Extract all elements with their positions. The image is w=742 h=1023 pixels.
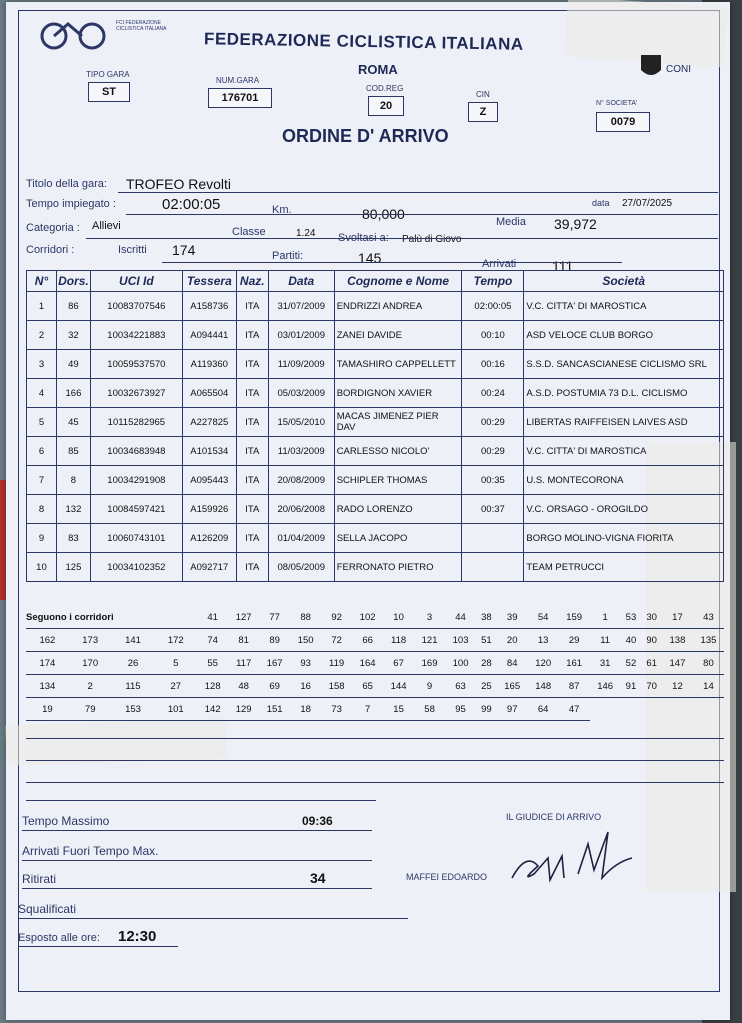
categoria-line [86,238,718,239]
city: ROMA [358,62,398,77]
seguono-dorsale: 153 [112,698,155,721]
seguono-dorsale: 95 [445,698,476,721]
seguono-dorsale: 81 [228,629,259,652]
cell-dorsale: 45 [56,408,90,437]
cell-cognome-nome: BORDIGNON XAVIER [334,379,462,408]
cell-tessera: A094441 [182,321,236,350]
table-row [27,321,724,350]
cell-nazione: ITA [236,466,268,495]
cell-dorsale: 8 [56,466,90,495]
seguono-dorsale: 102 [352,606,383,629]
arrivati-fuori-label: Arrivati Fuori Tempo Max. [22,844,159,858]
seguono-dorsale: 79 [69,698,112,721]
cell-pos: 10 [27,553,57,582]
iscritti-label: Iscritti [118,244,147,256]
cell-cognome-nome: ENDRIZZI ANDREA [334,292,462,321]
cell-pos: 9 [27,524,57,553]
cell-societa: ASD VELOCE CLUB BORGO [524,321,724,350]
seguono-dorsale: 61 [641,652,662,675]
table-row [27,408,724,437]
seguono-dorsale: 144 [383,675,414,698]
col-header-dors: Dors. [56,271,90,292]
seguono-dorsale: 158 [321,675,352,698]
seguono-row [26,652,724,675]
seguono-dorsale: 165 [497,675,528,698]
seguono-row [26,698,724,721]
tempo-line [126,214,718,215]
cell-cognome-nome: ZANEI DAVIDE [334,321,462,350]
seguono-dorsale: 31 [590,652,621,675]
table-row [27,553,724,582]
seguono-body [26,606,724,721]
cell-tessera: A095443 [182,466,236,495]
seguono-dorsale: 80 [693,652,724,675]
titolo-line [118,192,718,193]
seguono-dorsale: 43 [693,606,724,629]
federation-title: FEDERAZIONE CICLISTICA ITALIANA [203,29,524,54]
seguono-dorsale: 127 [228,606,259,629]
results-sheet [6,2,730,1020]
blank-line-2 [26,760,724,761]
table-row [27,437,724,466]
cell-uci-id: 10059537570 [90,350,182,379]
cell-uci-id: 10034291908 [90,466,182,495]
tempo-massimo-value: 09:36 [302,814,333,828]
iscritti-value: 174 [172,242,196,258]
col-header-tessera: Tessera [182,271,236,292]
seguono-dorsale: 173 [69,629,112,652]
cell-societa: V.C. CITTA' DI MAROSTICA [524,292,724,321]
cell-tempo: 00:24 [462,379,524,408]
cell-data-nascita: 05/03/2009 [268,379,334,408]
seguono-dorsale: 5 [154,652,197,675]
table-row [27,379,724,408]
seguono-dorsale: 89 [259,629,290,652]
seguono-dorsale: 9 [414,675,445,698]
giudice-name: MAFFEI EDOARDO [406,872,488,882]
seguono-dorsale: 101 [154,698,197,721]
seguono-dorsale: 18 [290,698,321,721]
col-header-tempo: Tempo [462,271,524,292]
seguono-dorsale: 40 [621,629,642,652]
seguono-dorsale: 72 [321,629,352,652]
judge-signature [504,822,654,892]
cell-cognome-nome: MACAS JIMENEZ PIER DAV [334,408,462,437]
data-value: 27/07/2025 [622,198,673,209]
seguono-dorsale: 174 [26,652,69,675]
titolo-label: Titolo della gara: [26,178,107,190]
cell-pos: 7 [27,466,57,495]
esposto-line [18,946,178,947]
seguono-dorsale: 169 [414,652,445,675]
seguono-dorsale: 84 [497,652,528,675]
seguono-dorsale: 120 [528,652,559,675]
cell-pos: 2 [27,321,57,350]
seguono-dorsale: 48 [228,675,259,698]
cell-uci-id: 10060743101 [90,524,182,553]
cell-tempo: 00:35 [462,466,524,495]
cell-pos: 3 [27,350,57,379]
seguono-dorsale: 164 [352,652,383,675]
coni-label: CONI [666,64,691,75]
cell-societa: BORGO MOLINO-VIGNA FIORITA [524,524,724,553]
blank-line-4 [26,800,376,801]
coni-shield-icon [640,54,662,80]
blank-line-3 [26,782,724,783]
partiti-value: 145 [358,250,382,266]
cell-societa: A.S.D. POSTUMIA 73 D.L. CICLISMO [524,379,724,408]
cell-tessera: A065504 [182,379,236,408]
seguono-row [26,675,724,698]
tipo-gara-box: ST [88,82,130,102]
seguono-dorsale: 129 [228,698,259,721]
seguono-dorsale: 65 [352,675,383,698]
cell-tempo: 02:00:05 [462,292,524,321]
km-value: 80,000 [362,206,405,222]
seguono-table [26,606,724,721]
seguono-dorsale: 142 [197,698,228,721]
seguono-dorsale: 38 [476,606,497,629]
cell-cognome-nome: TAMASHIRO CAPPELLETT [334,350,462,379]
num-gara-label: NUM.GARA [216,76,260,85]
seguono-dorsale: 73 [321,698,352,721]
table-row [27,524,724,553]
seguono-dorsale: 167 [259,652,290,675]
categoria-value: Allievi [92,220,121,232]
cell-tempo: 00:37 [462,495,524,524]
seguono-dorsale: 2 [69,675,112,698]
seguono-dorsale: 44 [445,606,476,629]
seguono-dorsale: 58 [414,698,445,721]
seguono-dorsale: 135 [693,629,724,652]
corridori-line [162,262,622,263]
seguono-dorsale: 88 [290,606,321,629]
fci-logo-icon [38,18,108,52]
squalificati-label: Squalificati [18,902,77,916]
cell-tessera: A159926 [182,495,236,524]
table-row [27,466,724,495]
seguono-dorsale: 39 [497,606,528,629]
km-label: Km. [272,204,292,216]
cell-data-nascita: 20/08/2009 [268,466,334,495]
cell-nazione: ITA [236,321,268,350]
titolo-value: TROFEO Revolti [126,176,232,192]
table-row [27,292,724,321]
seguono-dorsale: 69 [259,675,290,698]
cell-dorsale: 49 [56,350,90,379]
cell-dorsale: 132 [56,495,90,524]
cod-reg-box: 20 [368,96,404,116]
seguono-dorsale: 55 [197,652,228,675]
seguono-dorsale: 66 [352,629,383,652]
num-gara-box: 176701 [208,88,272,108]
document-title: ORDINE D' ARRIVO [282,126,449,146]
cell-data-nascita: 31/07/2009 [268,292,334,321]
seguono-row [26,629,724,652]
seguono-dorsale: 151 [259,698,290,721]
num-societa-box: 0079 [596,112,650,132]
cell-cognome-nome: CARLESSO NICOLO' [334,437,462,466]
cell-data-nascita: 20/06/2008 [268,495,334,524]
seguono-dorsale: 147 [662,652,693,675]
seguono-dorsale: 93 [290,652,321,675]
cell-societa: V.C. ORSAGO - OROGILDO [524,495,724,524]
seguono-dorsale: 119 [321,652,352,675]
ritirati-value: 34 [310,870,326,886]
seguono-dorsale: 162 [26,629,69,652]
cell-pos: 5 [27,408,57,437]
seguono-label: Seguono i corridori [26,606,197,629]
cod-reg-label: COD.REG [366,84,404,93]
media-label: Media [496,216,526,228]
seguono-dorsale: 87 [559,675,590,698]
cell-uci-id: 10034683948 [90,437,182,466]
svoltasi-label: Svoltasi a: [338,232,389,244]
seguono-dorsale: 11 [590,629,621,652]
seguono-dorsale: 30 [641,606,662,629]
esposto-value: 12:30 [118,928,157,945]
seguono-dorsale: 19 [26,698,69,721]
col-header-societa: Società [524,271,724,292]
seguono-dorsale: 91 [621,675,642,698]
blank-line-1 [26,738,724,739]
results-body [27,292,724,582]
classe-label: Classe [232,226,266,238]
tempo-impiegato-value: 02:00:05 [162,196,221,213]
seguono-dorsale: 134 [26,675,69,698]
cell-nazione: ITA [236,408,268,437]
cell-tessera: A101534 [182,437,236,466]
seguono-dorsale: 77 [259,606,290,629]
arrivati-label: Arrivati [482,258,517,270]
cell-tempo: 00:29 [462,408,524,437]
seguono-dorsale: 67 [383,652,414,675]
cell-uci-id: 10084597421 [90,495,182,524]
cell-uci-id: 10032673927 [90,379,182,408]
table-header-row [27,271,724,292]
cell-uci-id: 10034221883 [90,321,182,350]
seguono-dorsale: 150 [290,629,321,652]
seguono-dorsale: 41 [197,606,228,629]
cell-cognome-nome: SCHIPLER THOMAS [334,466,462,495]
cell-data-nascita: 11/09/2009 [268,350,334,379]
giudice-label: IL GIUDICE DI ARRIVO [506,812,602,822]
cell-data-nascita: 08/05/2009 [268,553,334,582]
fci-logo-text: FCI FEDERAZIONE CICLISTICA ITALIANA [116,20,167,32]
cell-cognome-nome: FERRONATO PIETRO [334,553,462,582]
cell-societa: S.S.D. SANCASCIANESE CICLISMO SRL [524,350,724,379]
cell-tempo: 00:29 [462,437,524,466]
cell-societa: U.S. MONTECORONA [524,466,724,495]
seguono-dorsale: 64 [528,698,559,721]
seguono-dorsale: 115 [112,675,155,698]
corridori-label: Corridori : [26,244,75,256]
cell-tessera: A126209 [182,524,236,553]
seguono-dorsale: 100 [445,652,476,675]
cell-uci-id: 10034102352 [90,553,182,582]
arrivati-fuori-line [22,860,372,861]
seguono-dorsale: 17 [662,606,693,629]
seguono-dorsale: 10 [383,606,414,629]
seguono-dorsale: 128 [197,675,228,698]
cell-uci-id: 10115282965 [90,408,182,437]
cell-data-nascita: 11/03/2009 [268,437,334,466]
table-row [27,350,724,379]
cell-societa: TEAM PETRUCCI [524,553,724,582]
cell-uci-id: 10083707546 [90,292,182,321]
arrivati-value: 111 [552,258,574,274]
media-value: 39,972 [554,216,597,232]
esposto-label: Esposto alle ore: [18,932,100,944]
seguono-dorsale: 27 [154,675,197,698]
cell-dorsale: 86 [56,292,90,321]
col-header-uci-id: UCI Id [90,271,182,292]
squalificati-line [18,918,408,919]
seguono-dorsale: 16 [290,675,321,698]
seguono-dorsale: 52 [621,652,642,675]
data-label: data [592,198,610,208]
cin-box: Z [468,102,498,122]
categoria-label: Categoria : [26,222,80,234]
seguono-dorsale: 146 [590,675,621,698]
seguono-dorsale: 117 [228,652,259,675]
cell-tempo: 00:16 [462,350,524,379]
seguono-dorsale: 170 [69,652,112,675]
cell-dorsale: 32 [56,321,90,350]
seguono-dorsale: 28 [476,652,497,675]
ritirati-label: Ritirati [22,872,57,886]
seguono-dorsale: 51 [476,629,497,652]
col-header-naz: Naz. [236,271,268,292]
seguono-dorsale: 47 [559,698,590,721]
seguono-dorsale: 25 [476,675,497,698]
cell-dorsale: 83 [56,524,90,553]
cell-pos: 4 [27,379,57,408]
seguono-dorsale: 13 [528,629,559,652]
seguono-dorsale: 90 [641,629,662,652]
cell-cognome-nome: SELLA JACOPO [334,524,462,553]
seguono-dorsale: 138 [662,629,693,652]
table-row [27,495,724,524]
seguono-dorsale: 1 [590,606,621,629]
cell-pos: 6 [27,437,57,466]
cell-cognome-nome: RADO LORENZO [334,495,462,524]
svoltasi-value: Palù di Giovo [402,234,462,245]
seguono-dorsale: 161 [559,652,590,675]
cell-nazione: ITA [236,379,268,408]
cell-tessera: A119360 [182,350,236,379]
col-header-cognome-nome: Cognome e Nome [334,271,462,292]
cell-pos: 1 [27,292,57,321]
seguono-dorsale: 29 [559,629,590,652]
seguono-dorsale: 141 [112,629,155,652]
col-header-n: N° [27,271,57,292]
seguono-dorsale: 74 [197,629,228,652]
seguono-dorsale: 172 [154,629,197,652]
tape-left [5,718,226,766]
seguono-dorsale: 7 [352,698,383,721]
seguono-dorsale: 26 [112,652,155,675]
seguono-dorsale: 15 [383,698,414,721]
seguono-dorsale: 63 [445,675,476,698]
cell-data-nascita: 01/04/2009 [268,524,334,553]
cell-pos: 8 [27,495,57,524]
cell-nazione: ITA [236,524,268,553]
tempo-massimo-label: Tempo Massimo [22,814,110,828]
seguono-dorsale: 103 [445,629,476,652]
cell-tessera: A227825 [182,408,236,437]
classe-value: 1.24 [296,228,316,239]
seguono-dorsale: 97 [497,698,528,721]
partiti-label: Partiti: [272,250,304,262]
seguono-row [26,606,724,629]
seguono-dorsale: 20 [497,629,528,652]
num-societa-label: N° SOCIETA' [596,100,638,107]
cell-dorsale: 125 [56,553,90,582]
cin-label: CIN [476,90,490,99]
cell-tessera: A092717 [182,553,236,582]
cell-nazione: ITA [236,437,268,466]
ritirati-line [22,888,372,889]
cell-data-nascita: 15/05/2010 [268,408,334,437]
seguono-dorsale: 14 [693,675,724,698]
cell-nazione: ITA [236,350,268,379]
cell-tempo [462,553,524,582]
seguono-dorsale: 118 [383,629,414,652]
seguono-dorsale: 99 [476,698,497,721]
seguono-dorsale: 121 [414,629,445,652]
seguono-dorsale: 3 [414,606,445,629]
cell-tempo [462,524,524,553]
cell-societa: LIBERTAS RAIFFEISEN LAIVES ASD [524,408,724,437]
cell-nazione: ITA [236,553,268,582]
seguono-dorsale: 92 [321,606,352,629]
cell-data-nascita: 03/01/2009 [268,321,334,350]
cell-dorsale: 85 [56,437,90,466]
seguono-dorsale: 12 [662,675,693,698]
cell-societa: V.C. CITTA' DI MAROSTICA [524,437,724,466]
tempo-impiegato-label: Tempo impiegato : [26,198,116,210]
seguono-dorsale: 53 [621,606,642,629]
cell-nazione: ITA [236,292,268,321]
cell-tempo: 00:10 [462,321,524,350]
tipo-gara-label: TIPO GARA [86,70,130,79]
cell-dorsale: 166 [56,379,90,408]
seguono-dorsale: 54 [528,606,559,629]
results-table [26,270,724,582]
seguono-dorsale: 70 [641,675,662,698]
tempo-massimo-line [22,830,372,831]
col-header-data: Data [268,271,334,292]
cell-tessera: A158736 [182,292,236,321]
seguono-dorsale: 148 [528,675,559,698]
seguono-dorsale: 159 [559,606,590,629]
cell-nazione: ITA [236,495,268,524]
